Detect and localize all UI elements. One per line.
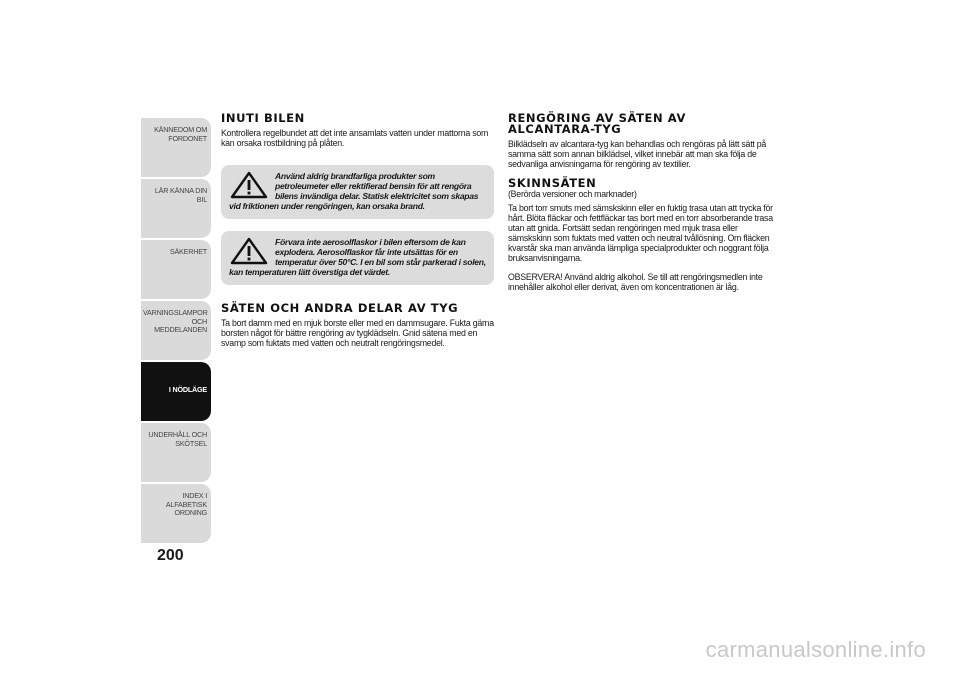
tab-kannedom-om-fordonet[interactable]: KÄNNEDOM OM FORDONET xyxy=(141,118,211,177)
warning-box-flammable xyxy=(221,165,494,219)
left-column xyxy=(221,113,494,348)
section-title-alcantara: RENGÖRING AV SÄTEN AV ALCANTARA-TYG xyxy=(508,111,687,136)
watermark: carmanualsonline.info xyxy=(705,637,926,662)
warning-text-aerosol: Förvara inte aerosolflaskor i bilen eftersom de kan explodera. Aerosolflaskor får inte utsättas för en temperatur över 50°C. I en bil som står parkerad i solen, kan temperaturen lätt överstiga det värdet. xyxy=(229,237,486,277)
seats-paragraph: Ta bort damm med en mjuk borste eller med en dammsugare. Fukta gärna borsten något för bättre rengöring av tygklädseln. Gnid sätena med en svamp som fuktats med vatten och neutralt rengöringsmedel. xyxy=(221,318,494,348)
tab-lar-kanna-din-bil[interactable]: LÄR KÄNNA DIN BIL xyxy=(141,179,211,238)
observera-paragraph: OBSERVERA! Använd aldrig alkohol. Se till att rengöringsmedlen inte innehåller alkohol eller derivat, även om koncentrationen är låg. xyxy=(508,272,763,292)
leather-note: (Berörda versioner och marknader) xyxy=(508,189,637,199)
warning-text-flammable: Använd aldrig brandfarliga produkter som petroleumeter eller rektifierad bensin för att rengöra bilens invändiga delar. Statisk elektricitet som skapas vid friktionen under rengöringen, kan orsaka brand. xyxy=(229,171,479,211)
right-column xyxy=(508,113,780,292)
tab-i-nodlage[interactable]: I NÖDLÄGE xyxy=(141,362,211,421)
warning-box-aerosol xyxy=(221,231,494,285)
warning-triangle-icon xyxy=(229,237,269,265)
warning-triangle-icon xyxy=(229,171,269,199)
tab-index[interactable]: INDEX I ALFABETISK ORDNING xyxy=(141,484,211,543)
alcantara-paragraph: Bilklädseln av alcantara-tyg kan behandlas och rengöras på lätt sätt på samma sätt som annan bilklädsel, vilket innebär att man ska följa de sedvanliga anvisningarna för rengöring av textilier. xyxy=(508,139,767,169)
section-title-inuti-bilen: INUTI BILEN xyxy=(221,111,305,125)
inside-paragraph: Kontrollera regelbundet att det inte ansamlats vatten under mattorna som kan orsaka rostbildning på plåten. xyxy=(221,128,489,148)
tab-varningslampor[interactable]: VARNINGSLAMPOR OCH MEDDELANDEN xyxy=(141,301,211,360)
tab-underhall-och-skotsel[interactable]: UNDERHÅLL OCH SKÖTSEL xyxy=(141,423,211,482)
page-number: 200 xyxy=(157,547,184,564)
section-title-saten: SÄTEN OCH ANDRA DELAR AV TYG xyxy=(221,301,459,315)
tab-sakerhet[interactable]: SÄKERHET xyxy=(141,240,211,299)
section-title-skinnsaten: SKINNSÄTEN xyxy=(508,176,597,190)
leather-paragraph: Ta bort torr smuts med sämskskinn eller en fuktig trasa utan att trycka för hårt. Blöta fläckar och fettfläckar tas bort med en torr absorberande trasa utan att gnida. Fortsätt sedan rengöringen med mjuk trasa eller sämskskinn som fuktats med vatten och neutral tvållösning. Om fläcken kvarstår ska man använda lämpliga specialprodukter och noggrant följa bruksanvisningarna. xyxy=(508,203,773,263)
